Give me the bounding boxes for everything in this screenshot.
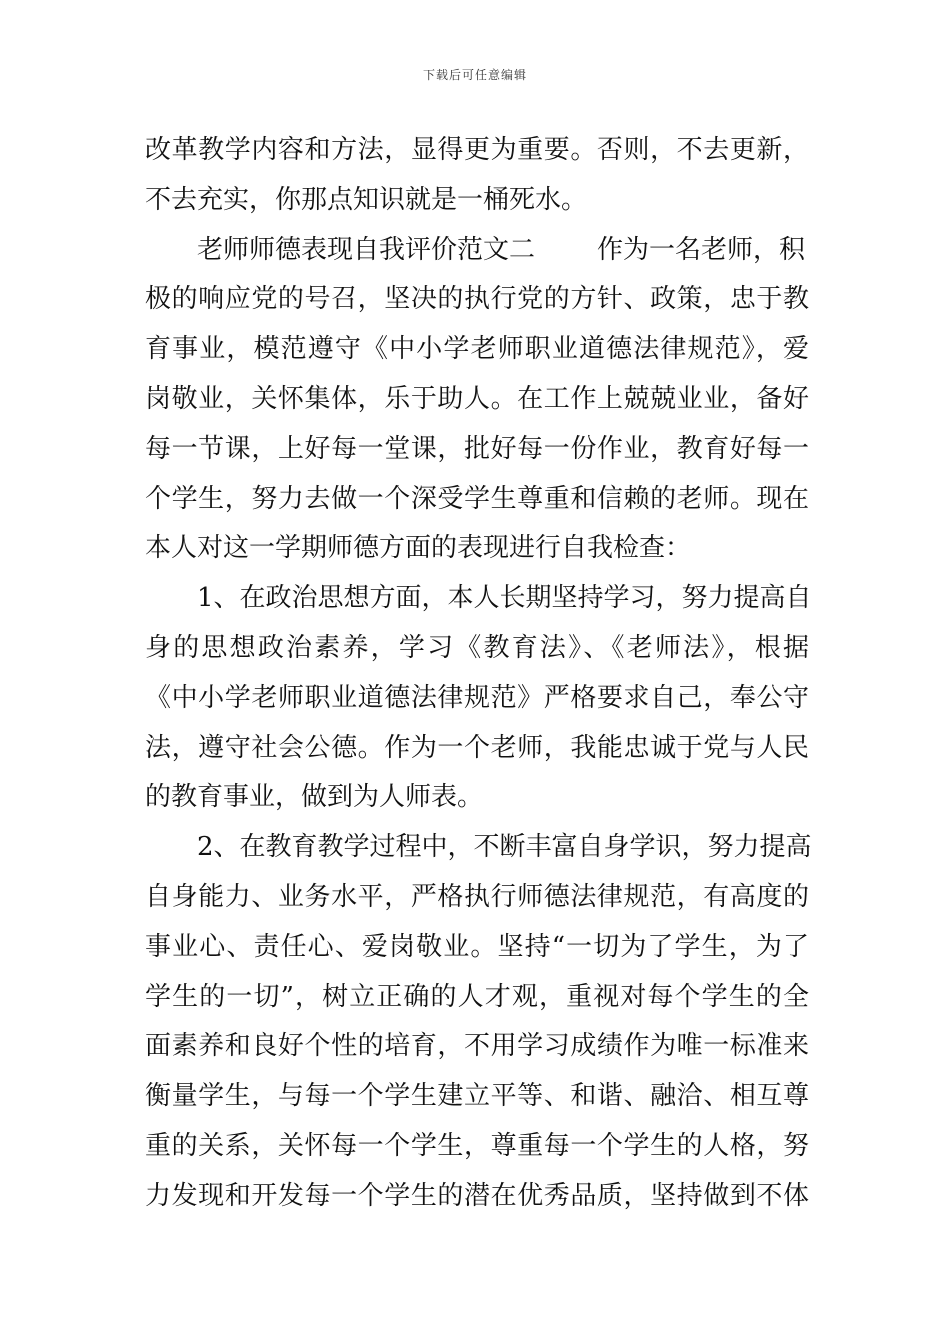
- text-line: 的教育事业，做到为人师表。: [145, 782, 484, 813]
- text-line: 改革教学内容和方法，显得更为重要。否则，不去更新，: [145, 135, 809, 165]
- text-line: 不去充实，你那点知识就是一桶死水。: [145, 184, 588, 215]
- text-line: 法，遵守社会公德。作为一个老师，我能忠诚于党与人民: [145, 732, 809, 763]
- section-title: 老师师德表现自我评价范文二: [197, 234, 536, 265]
- text-line: 1、在政治思想方面，本人长期坚持学习，努力提高自: [197, 583, 812, 614]
- text-line: 身的思想政治素养，学习《教育法》、《老师法》，根据: [145, 632, 809, 663]
- text-line: 极的响应党的号召，坚决的执行党的方针、政策，忠于教: [145, 284, 809, 315]
- text-line: 个学生，努力去做一个深受学生尊重和信赖的老师。现在: [145, 483, 809, 514]
- page-header-note: 下载后可任意编辑: [422, 68, 527, 82]
- text-line: 衡量学生，与每一个学生建立平等、和谐、融洽、相互尊: [145, 1081, 809, 1112]
- text-line: 岗敬业，关怀集体，乐于助人。在工作上兢兢业业，备好: [145, 383, 809, 414]
- text-line: 面素养和良好个性的培育，不用学习成绩作为唯一标准来: [145, 1031, 809, 1062]
- text-line: 重的关系，关怀每一个学生，尊重每一个学生的人格，努: [145, 1130, 809, 1161]
- text-line: 育事业，模范遵守《中小学老师职业道德法律规范》，爱: [145, 334, 809, 365]
- section-title-line: [145, 226, 809, 276]
- text-line: 每一节课，上好每一堂课，批好每一份作业，教育好每一: [145, 433, 809, 464]
- text-line: 事业心、责任心、爱岗敬业。坚持“一切为了学生，为了: [145, 931, 809, 962]
- text-line: 自身能力、业务水平，严格执行师德法律规范，有高度的: [145, 881, 809, 912]
- text-line: 本人对这一学期师德方面的表现进行自我检查：: [145, 533, 692, 564]
- text-line: 学生的一切”，树立正确的人才观，重视对每个学生的全: [145, 981, 809, 1012]
- text-line: 2、在教育教学过程中，不断丰富自身学识，努力提高: [197, 832, 812, 863]
- text-line: 作为一名老师，积: [597, 234, 806, 265]
- document-body: [145, 126, 812, 1222]
- text-line: 《中小学老师职业道德法律规范》严格要求自己，奉公守: [145, 682, 809, 713]
- text-line: 力发现和开发每一个学生的潜在优秀品质，坚持做到不体: [145, 1180, 809, 1211]
